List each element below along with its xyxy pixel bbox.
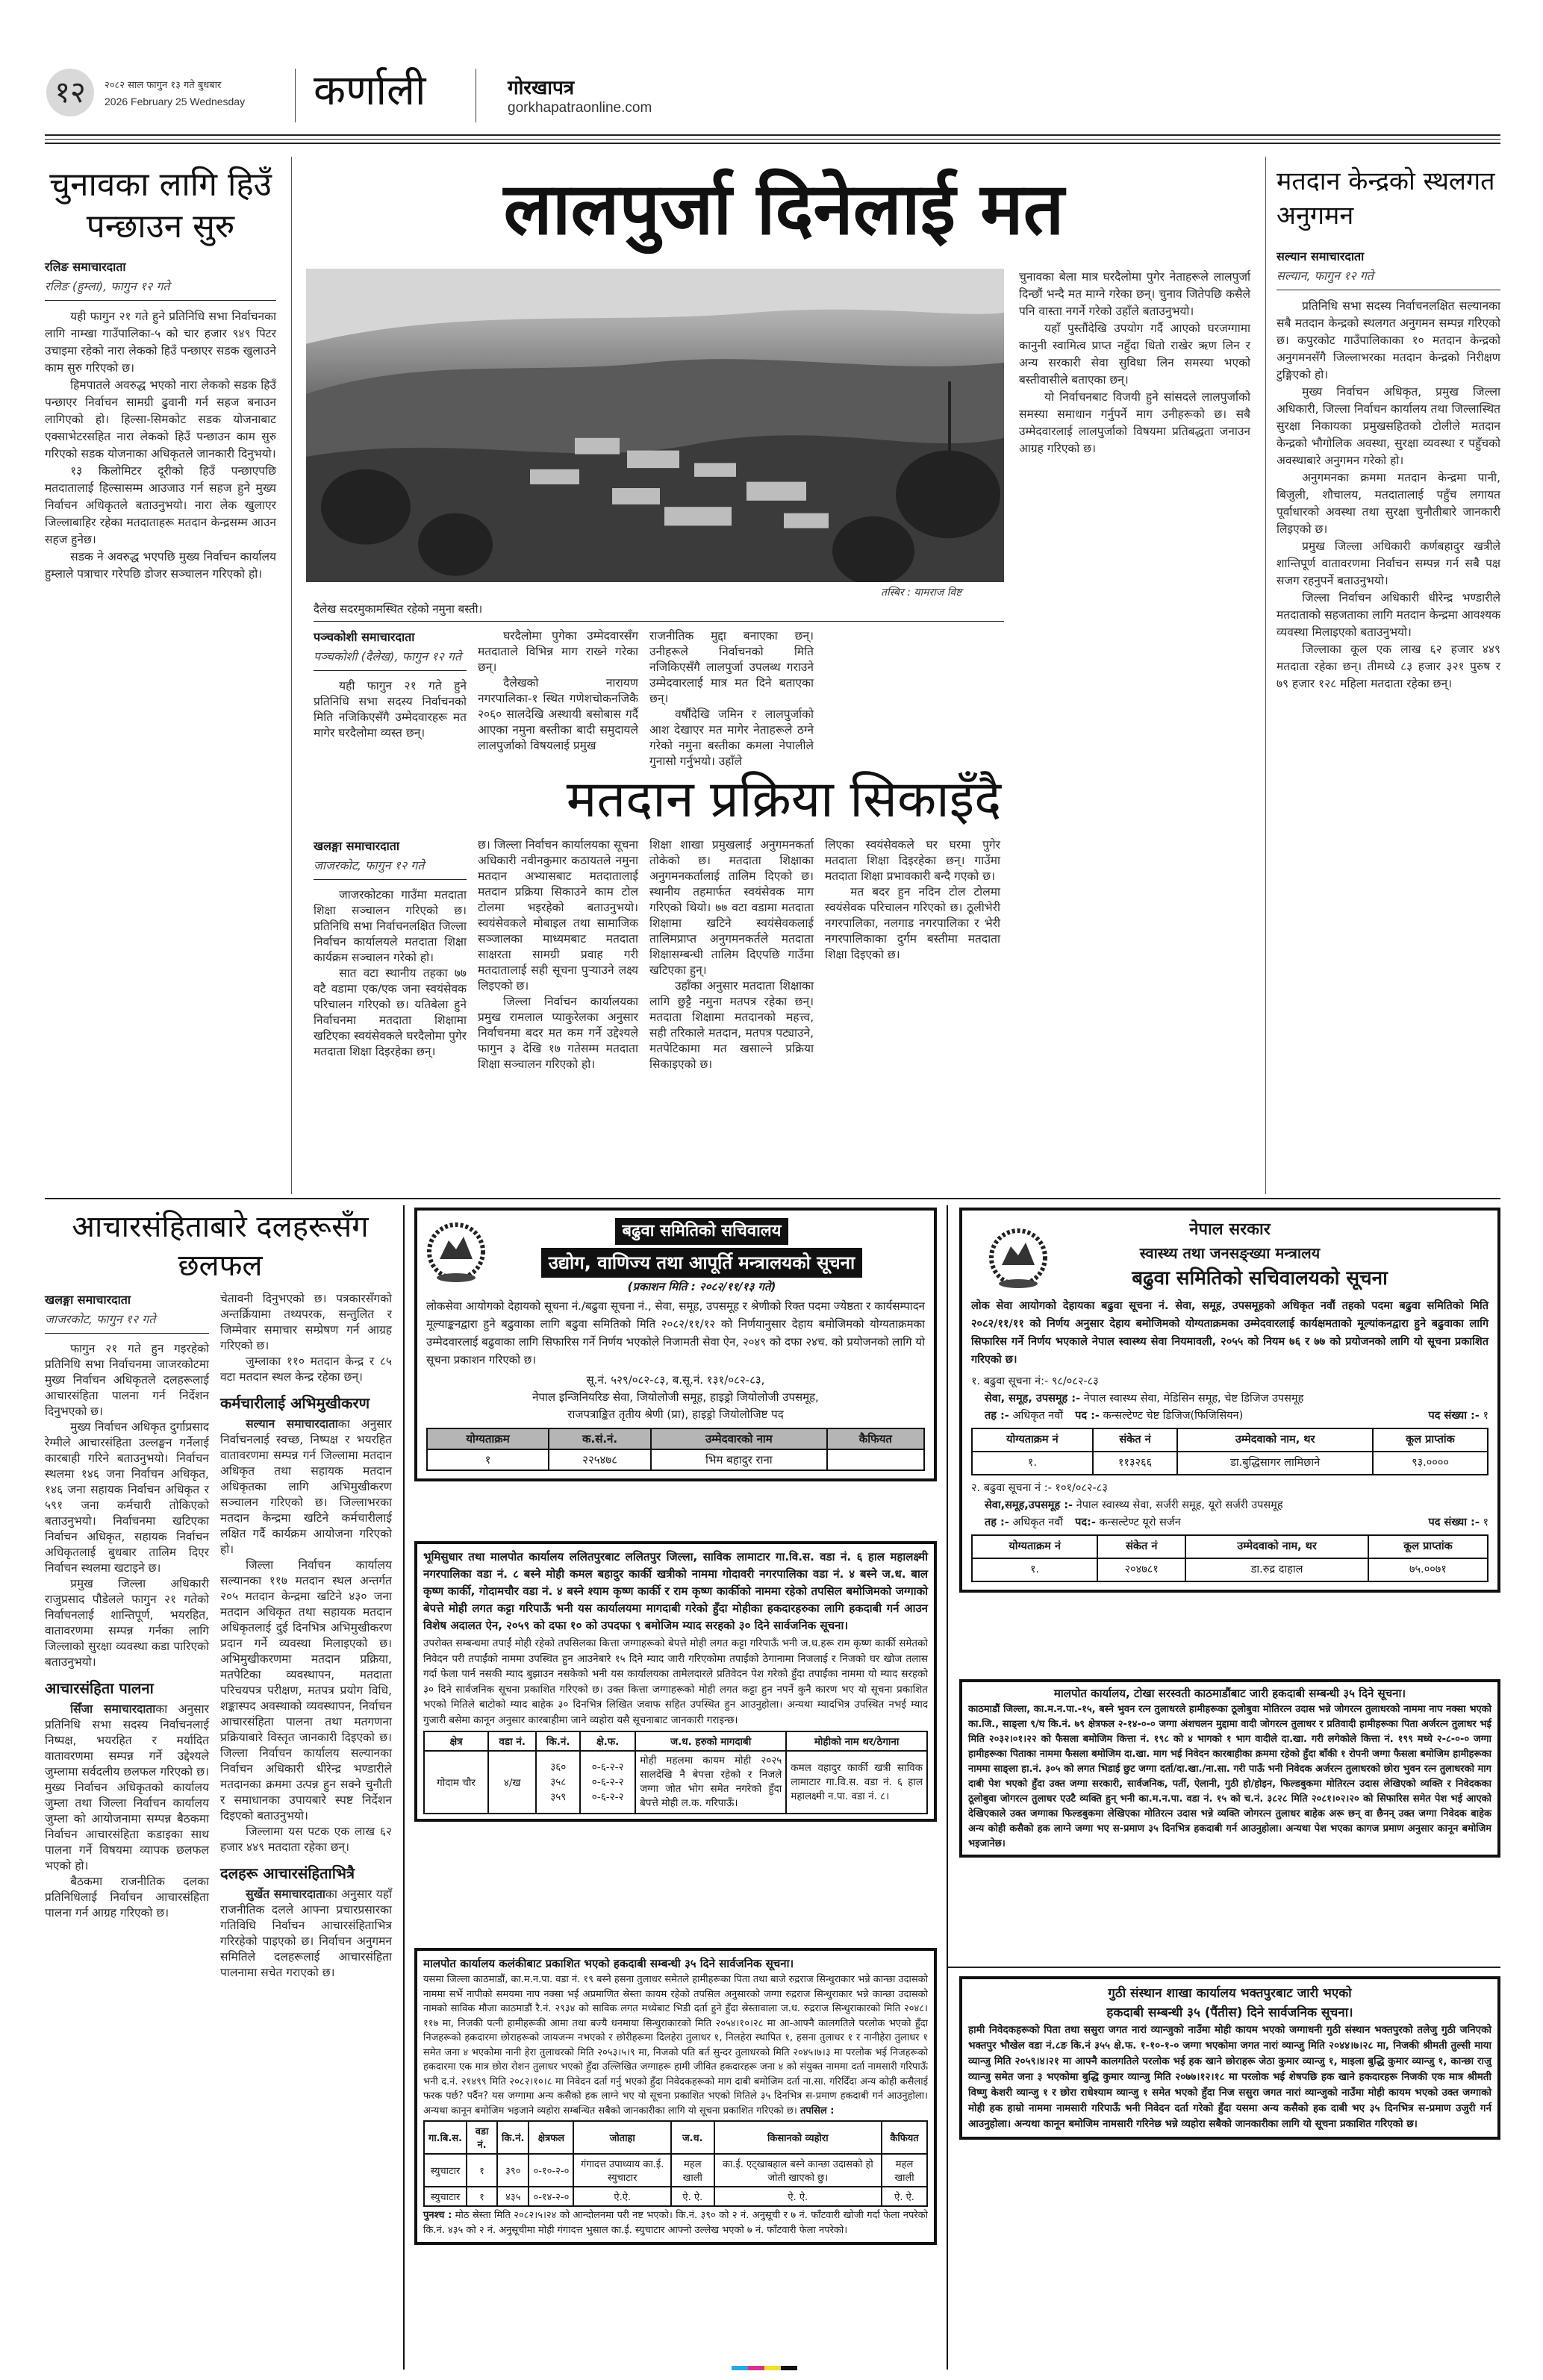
source: सल्यान समाचारदाता xyxy=(246,1417,338,1431)
notice-lalitpur-land-revenue xyxy=(414,1541,937,1822)
column-header: उम्मेदवारको नाम xyxy=(651,1428,827,1449)
table-cell: १ xyxy=(467,2187,497,2206)
table-cell: ऐ.ऐ. xyxy=(573,2187,671,2206)
paragraph xyxy=(45,1702,209,1874)
photo-credit: तस्बिर : यामराज विष्ट xyxy=(881,587,962,599)
table-header-row xyxy=(424,1731,927,1751)
reference-line: नेपाल इन्जिनियरिङ सेवा, जियोलोजी समूह, हाइड्रो जियोलोजी उपसमूह, xyxy=(532,1390,819,1404)
reference-line: सू.नं. ५२९/०८२-८३, ब.सू.नं. १३१/०८२-८३, xyxy=(586,1373,765,1387)
story-voter-col2 xyxy=(478,837,638,1072)
tenant-table xyxy=(423,1731,928,1814)
table-cell: ऐ. ऐ. xyxy=(714,2187,882,2206)
column-header: कूल प्राप्तांक xyxy=(1373,1428,1488,1452)
field-value: कन्सल्टेण्ट चेष्ट डिजिज(फिजिसियन) xyxy=(1103,1410,1244,1422)
table-cell xyxy=(580,1751,635,1814)
column-header: योग्यताक्रम xyxy=(427,1428,549,1449)
field-value: नेपाल स्वास्थ्य सेवा, मेडिसिन समूह, चेष्ट डिजिज उपसमूह xyxy=(1083,1393,1304,1405)
column-header: योग्यताक्रम नं xyxy=(972,1535,1097,1558)
story-voter-col4 xyxy=(825,837,1000,963)
kitta-number: ३५९ xyxy=(550,1791,567,1803)
notice-subtitle: उद्योग, वाणिज्य तथा आपूर्ति मन्त्रालयको सूचना xyxy=(541,1248,862,1278)
headline: चुनावका लागि हिउँ पन्छाउन सुरु xyxy=(49,166,272,246)
table-header-row xyxy=(424,2121,927,2154)
story-voter-col3 xyxy=(649,837,814,1072)
paragraph: मत बदर हुन नदिन टोल टोलमा स्वयंसेवक परिचालन गरिएको छ। ठूलीभेरी नगरपालिका, नलगाड नगरपालिका र भेरी नगरपालिकाका दुर्गम बस्तीमा मतदाता शिक्षा दिइएको छ। xyxy=(825,885,1000,961)
table-cell: ९३.०००० xyxy=(1373,1452,1488,1475)
table-cell: गोदाम चौर xyxy=(424,1751,488,1814)
registration-mark-cyan xyxy=(732,2366,748,2370)
table-cell: १. xyxy=(972,1558,1097,1581)
paragraph: यो निर्वाचनबाट विजयी हुने सांसदले लालपुर्जाको समस्या समाधान गर्नुपर्ने माग उनीहरूको छ। सबै उम्मेदवारलाई लालपुर्जाको विषयमा प्रतिबद्धता जनाउन आग्रह गरिएको छ। xyxy=(1019,390,1250,455)
paragraph: बैठकमा राजनीतिक दलका प्रतिनिधिलाई निर्वाचन आचारसंहिता पालना गर्न आग्रह गरिएको छ। xyxy=(45,1875,209,1920)
column-rule xyxy=(1265,157,1266,1194)
table-header-row xyxy=(427,1428,924,1449)
story-code-col2 xyxy=(220,1291,392,1981)
column-header: ज.ध. हरुको मागदाबी xyxy=(635,1731,786,1751)
field-label: पद संख्या :- xyxy=(1428,1517,1480,1528)
table-cell: भिम बहादुर राना xyxy=(651,1449,827,1470)
table-cell: ४/ख xyxy=(488,1751,536,1814)
table-cell xyxy=(536,1751,580,1814)
candidate-table xyxy=(971,1534,1489,1582)
table-cell: १ xyxy=(467,2154,497,2187)
brand-logo: गोरखापत्र xyxy=(508,77,575,99)
paragraph: सडक ने अवरुद्ध भएपछि मुख्य निर्वाचन कार्यालय हुम्लाले पत्राचार गरेपछि डोजर सञ्चालन गरिएको हो। xyxy=(45,550,276,581)
paragraph xyxy=(220,1887,392,1981)
story-lalpurja-col3 xyxy=(649,628,814,769)
notice-body: काठमाडौं जिल्ला, का.म.न.पा.-१५, बस्ने भुवन रत्न तुलाधरले हामीहरूका ठूलोबुवा मोतिरत्न उदास भन्ने जोगरत्न तुलाधरको नाममा नाप नक्सा भएको का.जि., साङ्ला ९/घ कि.नं. ७९ क्षेत्रफल २-१४-०-० जग्गा अंशचलन मुद्दामा वादी जोगरत्न तुलाधर र प्रतिवादी हामीहरूका पिता अर्जरत्न तुलाधर भई मिति २०३२।०१।२२ को फैसला बमोजिम कित्ता नं. १९८ को ४ भागको १ भाग वादीले दा.खा. गरी लगेकोले कित्ता नं. १९९ मध्ये २-८-०-० जग्गा हामीहरूका पिताका नाममा फैसला बमोजिम दा.खा. माग भई निवेदन कारबाहीका क्रममा रहेको हुँदा बाँकी १ रोपनी जग्गा फैसला बमोजिम हामीहरूका नाममा साङ्ला हा.नं. ३०५ को लगत भिडाई छुट जग्गा दर्ता/दा.खा./ना.सा. गरी पाऊँ भनी निवेदक अर्जरत्न तुलाधरको छोरा भुवन रत्न तुलाधरको माग दाबी पेश भएको हुँदा उक्त जग्गा सरकारी, सार्वजनिक, पर्ती, ऐलानी, गुठी हो/होइन, फिल्डबुकमा मोतिरत्न उदास लेखिएको व्यक्ति र निवेदकका ठूलोबुवा जोगरत्न तुलाधर एउटै व्यक्ति हुन् भनी का.म.न.पा. वडा नं. १५ को च.नं. ३८२८ मिति २०८१।०२।२० को सिफारिस समेत पेश भई आएको देखिएकाले उक्त जग्गाका फिल्डबुकमा लेखिएका मोतिरत्न उदास भन्ने व्यक्ति जोगरत्न तुलाधर बाहेक अरू छन् वा छैनन् उक्त जग्गा निवेदक बाहेक अन्य कोही कसैको हक लाग्ने जग्गा भए स-प्रमाण ३५ दिनभित्र हकदाबी गर्न आउनुहोला। अन्यथा पेश भएका कागज प्रमाण अनुसार कानून बमोजिम भइजानेछ। xyxy=(968,1704,1491,1849)
column-header: किसानको व्यहोरा xyxy=(714,2121,882,2154)
masthead-rule xyxy=(45,139,1500,140)
column-rule xyxy=(403,1205,405,2370)
field-value: अधिकृत नवौं xyxy=(1012,1517,1064,1528)
masthead-divider xyxy=(295,69,296,122)
date-nepali: २०८२ साल फागुन १३ गते बुधबार xyxy=(105,80,222,91)
field-label: तह :- xyxy=(985,1410,1009,1422)
column-header: कूल प्राप्तांक xyxy=(1368,1535,1488,1558)
notice-number: २. बढुवा सूचना नं :- १०१/०८२-८३ xyxy=(971,1482,1108,1494)
paragraph: छ। जिल्ला निर्वाचन कार्यालयका सूचना अधिकारी नवीनकुमार कठायतले नमुना मतदान अभ्यासबाट मतदातालाई मतदान प्रक्रिया सिकाउने काम टोल टोलमा भइरहेको बताउनुभयो। स्वयंसेवकले मोबाइल तथा सामाजिक सञ्जालका माध्यमबाट मतदाता साक्षरता सामग्री प्रवाह गरी मतदातालाई सही सूचना पुर्‍याउने लक्ष्य लिइएको छ। xyxy=(478,838,638,993)
paragraph: चेतावनी दिनुभएको छ। पत्रकारसँगको अन्तर्क्रियामा तथ्यपरक, सन्तुलित र जिम्मेवार समाचार सम्प्रेषण गर्न आग्रह गरिएको छ। xyxy=(220,1292,392,1352)
paragraph: जिल्ला निर्वाचन कार्यालयका प्रमुख रामलाल प्याकुरेलका अनुसार निर्वाचनमा बदर मत कम गर्ने उद्देश्यले फागुन ३ देखि १७ गतेसम्म मतदाता शिक्षा सञ्चालन गरिएको हो। xyxy=(478,995,638,1071)
dateline: रलिङ (हुम्ला), फागुन १२ गते xyxy=(45,278,276,301)
column-header: जोताहा xyxy=(573,2121,671,2154)
notice-body: लोक सेवा आयोगको देहायका बढुवा सूचना नं. सेवा, समूह, उपसमूहको अधिकृत नवौं तहको पदमा बढुवा समितिको मिति २०८२/११/११ को निर्णय अनुसार देहाय बमोजिमको योग्यताक्रमका उम्मेदवारलाई कार्यक्षमताको मूल्यांकनद्वारा हुने बढुवाका लागि सिफारिस गर्ने निर्णय भएकाले नेपाल स्वास्थ्य सेवा नियमावली, २०५५ को नियम ७६ र ७७ को प्रयोजनको लागि यो सूचना प्रकाशित गरिएको छ। xyxy=(971,1300,1489,1366)
dateline: पञ्चकोशी (दैलेख), फागुन १२ गते xyxy=(314,648,467,671)
table-cell: महल खाली xyxy=(671,2154,714,2187)
table-cell: महल खाली xyxy=(882,2154,927,2187)
column-header: क.सं.नं. xyxy=(549,1428,651,1449)
notice-heading: भूमिसुधार तथा मालपोत कार्यालय ललितपुरबाट ललितपुर जिल्ला, साविक लामाटार गा.वि.स. वडा नं. ६ हाल महालक्ष्मी नगरपालिका वडा नं. ८ बस्ने मोही कमल बहादुर कार्की खत्रीको नाममा गोदावरी नगरपालिका वडा नं. ४ बस्ने ज.ध. बाल कृष्ण कार्की, गोदामचौर वडा नं. ४ बस्ने श्याम कृष्ण कार्की र राम कृष्ण कार्कीको नाममा रहेको तपसिल बमोजिमको जग्गाको बेपत्ते मोही लगत कट्टा गरिपाऊँ भनी यस कार्यालयमा मागदाबी गरेको हुँदा मोहीका हकदारहरुका लागि हकदाबी गर्न आउन विशेष अदालत ऐन, २०५९ को दफा १० को उपदफा ९ बमोजिम म्याद सरहको ३० दिने सार्वजनिक सूचना। xyxy=(423,1550,928,1632)
table-cell: ११३२६६ xyxy=(1093,1452,1178,1475)
area-value: ०-६-२-२ xyxy=(591,1776,624,1788)
column-header: उम्मेदवाको नाम, थर xyxy=(1185,1535,1368,1558)
paragraph: मुख्य निर्वाचन अधिकृत, प्रमुख जिल्ला अधिकारी, जिल्ला निर्वाचन कार्यालय तथा जिल्लास्थित सुरक्षा निकायका प्रमुखसहितको टोलीले मतदान केन्द्रको भौगोलिक अवस्था, सुरक्षा व्यवस्था र पहुँचको अवस्थाबारे अनुगमन गरेको हो। xyxy=(1277,385,1500,467)
paragraph: चुनावका बेला मात्र घरदैलोमा पुगेर नेताहरूले लालपुर्जा दिन्छौं भन्दै मत माग्ने गरेका छन्। चुनाव जितेपछि कसैले पनि वास्ता नगर्ने गरेको उहाँले बताउनुभयो। xyxy=(1019,270,1250,318)
column-header: कैफियत xyxy=(827,1428,924,1449)
page-number: १२ xyxy=(46,69,94,116)
article-body xyxy=(45,308,276,583)
section-name: कर्णाली xyxy=(314,66,426,115)
paragraph: मुख्य निर्वाचन अधिकृत दुर्गाप्रसाद रेग्मीले आचारसंहिता उल्लङ्घन गर्नेलाई कारबाही गरिने बताउनुभयो। निर्वाचन स्थलमा १४६ जना निर्वाचन अधिकृत, १४६ जना सहायक निर्वाचन अधिकृत र ५९१ जना कर्मचारी तोकिएको बताउनुभयो। निर्वाचनमा खटिएका निर्वाचन अधिकृत, सहायक निर्वाचन अधिकृतलाई बुधबार तालिम दिएर निर्वाचन स्थलमा खटाइने छ। xyxy=(45,1420,209,1575)
notice-tokha-land-revenue xyxy=(959,1679,1500,1858)
table-cell: १. xyxy=(972,1452,1093,1475)
table-header-row xyxy=(972,1535,1488,1558)
story-code xyxy=(45,1208,396,1285)
paragraph-text: का अनुसार निर्वाचनलाई स्वच्छ, निष्पक्ष र भयरहित वातावरणमा सम्पन्न गर्न जिल्लामा मतदान अधिकृत तथा सहायक मतदान अधिकृतका लागि अभिमुखीकरण सञ्चालन गरिएको छ। जिल्लाभरका मतदान केन्द्रमा खटिने कर्मचारीलाई लक्षित गर्दै कार्यक्रम आयोजना गरिएको हो। xyxy=(220,1417,392,1556)
table-cell: १ xyxy=(427,1449,549,1470)
postscript xyxy=(423,2208,928,2237)
subhead: दलहरू आचारसंहिताभित्रै xyxy=(220,1864,355,1882)
byline: रलिङ समाचारदाता xyxy=(45,260,126,274)
promotion-item xyxy=(971,1480,1489,1582)
table-cell: स्युचाटार xyxy=(424,2154,467,2187)
field-value: १ xyxy=(1483,1410,1489,1422)
headline: आचारसंहिताबारे दलहरूसँग छलफल xyxy=(72,1210,369,1283)
table-cell: ४३५ xyxy=(497,2187,529,2206)
column-header: क्षे.फ. xyxy=(580,1731,635,1751)
registration-mark-yellow xyxy=(764,2366,781,2370)
notice-number: १. बढुवा सूचना नं:- ९८/०८२-८३ xyxy=(971,1375,1099,1387)
table-cell: कमल वहादुर कार्की खत्री साविक लामाटार गा.वि.स. वडा नं. ६ हाल महालक्ष्मी न.पा. वडा नं. ८। xyxy=(786,1751,927,1814)
notice-guthi-bhaktapur xyxy=(959,1976,1500,2140)
reference-line: राजपत्राङ्कित तृतीय श्रेणी (प्रा), हाइड्रो जियोलोजिष्ट पद xyxy=(567,1408,784,1421)
field-value: अधिकृत नवौं xyxy=(1012,1410,1064,1422)
paragraph: अनुगमनका क्रममा मतदान केन्द्रमा पानी, बिजुली, शौचालय, मतदातालाई पहुँच लगायत पूर्वाधारको अवस्था तथा सुरक्षा चुनौतीबारे जानकारी लिइएको छ। xyxy=(1277,471,1500,536)
notice-body xyxy=(423,1973,928,2118)
table-cell: ०-१४-२-० xyxy=(529,2187,573,2206)
candidate-table xyxy=(426,1428,925,1471)
notice-title: नेपाल सरकार xyxy=(1189,1220,1271,1239)
field-value: १ xyxy=(1483,1517,1489,1528)
nepal-emblem-icon xyxy=(988,1224,1048,1291)
table-cell: का.ई. एट्खाबहाल बस्ने कान्छा उदासको हो जोती खाएको छु। xyxy=(714,2154,882,2187)
byline: सल्यान समाचारदाता xyxy=(1277,249,1365,263)
field-value: कन्सल्टेण्ट यूरो सर्जन xyxy=(1099,1517,1181,1528)
field-label: सेवा, समूह, उपसमूह :- xyxy=(985,1393,1081,1405)
land-table xyxy=(423,2120,928,2207)
section-rule xyxy=(948,1967,1500,1968)
source: सिँजा समाचारदाता xyxy=(70,1702,156,1716)
column-header: मोहीको नाम थर/ठेगाना xyxy=(786,1731,927,1751)
notice-title-main: बढुवा समितिको सचिवालयको सूचना xyxy=(1132,1267,1388,1290)
paragraph: १३ किलोमिटर दूरीको हिउँ पन्छाएपछि मतदातालाई हिल्सासम्म आउजाउ गर्न सहज हुने मुख्य निर्वाचन अधिकृतले बताउनुभयो। नारा लेक खुलाएर जिल्लाबाहिर रहेका मतदाताहरू मतदान केन्द्रसम्म आउन सहज हुनेछ। xyxy=(45,464,276,546)
byline: खलङ्गा समाचारदाता xyxy=(45,1293,131,1307)
column-header: ज.ध. xyxy=(671,2121,714,2154)
story-lalpurja-col2 xyxy=(478,628,638,754)
paragraph: प्रतिनिधि सभा सदस्य निर्वाचनलक्षित सल्यानका सबै मतदान केन्द्रको स्थलगत अनुगमन सम्पन्न गरिएको छ। कपुरकोट गाउँपालिकाका १० मतदान केन्द्रको अनुगमनसँगै जिल्लाभरका मतदान केन्द्रको निरीक्षण टुङ्गिएको हो। xyxy=(1277,299,1500,381)
table-header-row xyxy=(972,1428,1488,1452)
subhead: आचारसंहिता पालना xyxy=(45,1679,154,1697)
paragraph: प्रमुख जिल्ला अधिकारी कर्णबहादुर खत्रीले शान्तिपूर्ण वातावरणमा निर्वाचन सम्पन्न गर्न सबै पक्ष सजग रहनुपर्ने बताउनुभयो। xyxy=(1277,540,1500,587)
headline-voter-education: मतदान प्रक्रिया सिकाइँदै xyxy=(566,770,1002,829)
masthead-rule xyxy=(45,143,1500,144)
column-header: संकेत नं xyxy=(1093,1428,1178,1452)
paragraph: जिल्लामा यस पटक एक लाख ६२ हजार ४४९ मतदाता रहेका छन्। xyxy=(220,1825,392,1854)
paragraph: यहाँ पुस्तौंदेखि उपयोग गर्दै आएको घरजग्गामा कानुनी स्वामित्व प्राप्त नहुँदा धितो राखेर ऋण लिन र अन्य सरकारी सेवा सुविधा लिन समस्या भएको बस्तीवासीले बताएका छन्। xyxy=(1019,322,1250,387)
column-header: कैफियत xyxy=(882,2121,927,2154)
paragraph: प्रमुख जिल्ला अधिकारी राजुप्रसाद पौडेलले फागुन २१ गतेको निर्वाचनलाई शान्तिपूर्ण, भयरहित, वातावरणमा सम्पन्न गर्नका लागि जिल्लाको सुरक्षा व्यवस्था कडा पारिएको बताउनुभयो। xyxy=(45,1577,209,1669)
publication-date: (प्रकाशन मिति : २०८२/११/१३ गते) xyxy=(627,1280,776,1293)
notice-subtitle: स्वास्थ्य तथा जनसङ्ख्या मन्त्रालय xyxy=(1139,1244,1321,1262)
main-headline: लालपुर्जा दिनेलाई मत xyxy=(503,166,1064,251)
dateline: जाजरकोट, फागुन १२ गते xyxy=(45,1311,209,1334)
story-code-col1 xyxy=(45,1291,209,1921)
paragraph: सात वटा स्थानीय तहका ७७ वटै वडामा एक/एक जना स्वयंसेवक परिचालन गरिएको छ। यतिबेला हुने निर्वाचनमा मतदाता शिक्षामा खटिएका स्वयंसेवकले घरदैलोमा पुगेर मतदाता शिक्षा दिइरहेका छन्। xyxy=(314,966,467,1058)
paragraph: उहाँका अनुसार मतदाता शिक्षाका लागि छुट्टै नमुना मतपत्र रहेका छन्। मतदाता शिक्षामा मतदानको महत्त्व, सही तरिकाले मतदान, मतपत्र पट्याउने, मतपेटिकामा मत खसाल्ने प्रक्रिया सिकाइएको छ। xyxy=(649,979,814,1071)
notice-subheading: हकदाबी सम्बन्धी ३५ (पैंतीस) दिने सार्वजनिक सूचना। xyxy=(1106,2005,1353,2020)
column-header: वडा नं. xyxy=(467,2121,497,2154)
paragraph: जुम्लाका ११० मतदान केन्द्र र ८५ वटा मतदान स्थल केन्द्र रहेका छन्। xyxy=(220,1355,392,1384)
field-label: पद संख्या :- xyxy=(1428,1410,1480,1422)
paragraph: शिक्षा शाखा प्रमुखलाई अनुगमनकर्ता तोकेको छ। मतदाता शिक्षाका अनुगमनकर्तालाई तालिम दिएको छ। स्थानीय तहमार्फत स्वयंसेवक माग गरिएको थियो। ७७ वटा वडामा मतदाता शिक्षामा खटिने स्वयंसेवकलाई तालिमप्राप्त अनुगमनकर्तले मतदाता शिक्षासम्बन्धी तालिम दिएपछि गाउँमा खटिएका हुन्। xyxy=(649,838,814,977)
table-cell: ऐ. ऐ. xyxy=(671,2187,714,2206)
section-rule xyxy=(45,1198,1500,1199)
column-header: गा.बि.स. xyxy=(424,2121,467,2154)
notice-body: लोकसेवा आयोगको देहायको सूचना नं./बढुवा सूचना नं., सेवा, समूह, उपसमूह र श्रेणीको रिक्त पदमा ज्येष्ठता र कार्यसम्पादन मूल्याङ्कनद्वारा हुने बढुवाका लागि बढुवा समितिको मिति २०८२/११/१२ को निर्णयानुसार देहाय बमोजिमको योग्यताक्रमका उम्मेदवारलाई बढुवाका लागि सिफारिस गर्ने निर्णय भएकोले निजामती सेवा ऐन, २०४९ को दफा २४च. को प्रयोजनको लागि यो सूचना प्रकाशन गरिएको छ। xyxy=(426,1299,925,1367)
notice-health-ministry xyxy=(959,1208,1500,1593)
paragraph: वर्षौंदेखि जमिन र लालपुर्जाको आश देखाएर मत मागेर नेताहरूले ठग्ने गरेको नमुना बस्तीका कमला नेपालीले गुनासो गर्नुभयो। उहाँले xyxy=(649,708,814,768)
byline: पञ्चकोशी समाचारदाता xyxy=(314,630,415,644)
field-label: पद :- xyxy=(1075,1410,1100,1422)
notice-title: बढुवा समितिको सचिवालय xyxy=(615,1218,789,1245)
masthead-rule xyxy=(45,134,1500,136)
table-row xyxy=(427,1449,924,1470)
notice-body: हामी निवेदकहरूको पिता तथा ससुरा जगत नारां व्यान्जुको नाउँमा मोही कायम भएको जग्गाधनी गुठी संस्थान भक्तपुरको तलेजु गुठी जनिएको भक्तपुर भौखेल वडा नं.८ङ कि.नं ३५५ क्षे.फ. १-१०-१-० जग्गा भएकोमा जगत नारां व्यान्जु मिति २०४४।७।२८ मा, निजकी श्रीमती तुल्सी माया व्यान्जु मिति २०५९।४।२१ मा आफ्नै कालगतिले परलोक भई हक खाने छोराहरू जेठा कुमार व्यान्जु १, माइला बुद्धि कुमार व्यान्जु १, कान्छा राजु व्यान्जु समेत जना ३ भएकोमा बुद्धि कुमार व्यान्जु मिति २०७७।१२।१८ मा परलोक भई शेषपछि हक खाने हकदारहरू निजकी एक मात्र श्रीमती विष्णु केशरी व्यान्जु १ र छोरा राधेश्याम व्यान्जु १ समेत भएको हुँदा निज ससुरा जगत नारां व्यान्जुको नाउँमा मोही कायम भएको उक्त जग्गाको मोही हक हाम्रो नाममा नामसारी गरिपाऊँ भनी निवेदन दर्ता गरेको हुँदा यसमा अन्य कसैको हक दाबी भए ३५ दिनभित्र स-प्रमाण उजुरी गर्न आउनुहोला। अन्यथा कानून बमोजिम नामसारी गरिनेछ भन्ने व्यहोरा सबैको जानकारीका लागि यो सूचना प्रकाशित गरिएको छ। xyxy=(968,2024,1491,2130)
paragraph: लिएका स्वयंसेवकले घर घरमा पुगेर मतदाता शिक्षा दिइरहेका छन्। गाउँमा मतदाता शिक्षा प्रभावकारी बन्दै गएको छ। xyxy=(825,838,1000,883)
field-value: नेपाल स्वास्थ्य सेवा, सर्जरी समूह, यूरो सर्जरी उपसमूह xyxy=(1076,1499,1283,1511)
field-label: पद:- xyxy=(1075,1517,1096,1528)
paragraph: दैलेखको नारायण नगरपालिका-१ स्थित गणेशचोकनजिकै २०६० सालदेखि अस्थायी बसोबास गर्दै आएका नमुना बस्तीका बादी समुदायले लालपुर्जाको विषयलाई प्रमुख xyxy=(478,676,638,752)
story-lalpurja-col1 xyxy=(314,628,467,741)
subhead: कर्मचारीलाई अभिमुखीकरण xyxy=(220,1394,370,1412)
area-value: ०-६-२-२ xyxy=(591,1761,624,1773)
table-row xyxy=(424,2154,927,2187)
paragraph: जिल्ला निर्वाचन अधिकारी धीरेन्द्र भण्डारीले मतदाताको सहजताका लागि मतदान केन्द्रमा आवश्यक व्यवस्था मिलाइएको बताउनुभयो। xyxy=(1277,591,1500,639)
kitta-number: ३५८ xyxy=(550,1776,567,1788)
column-header: वडा नं. xyxy=(488,1731,536,1751)
source: सुर्खेत समाचारदाता xyxy=(246,1887,325,1901)
notice-heading: गुठी संस्थान शाखा कार्यालय भक्तपुरबाट जारी भएको xyxy=(1108,1986,1352,2001)
table-cell: ३९० xyxy=(497,2154,529,2187)
paragraph: राजनीतिक मुद्दा बनाएका छन्। उनीहरूले निर्वाचनको मिति नजिकिएसँगै लालपुर्जा उपलब्ध गराउने उम्मेदवारलाई मात्र मत दिने बताएका छन्। xyxy=(649,629,814,705)
paragraph-text: का अनुसार यहाँ राजनीतिक दलले आफ्ना प्रचारप्रसारका गतिविधि निर्वाचन आचारसंहिताभित्र गरिरहेको पाइएको छ। निर्वाचन अनुगमन समितिले दलहरूलाई आचारसंहिता पालनामा सचेत गराएको छ। xyxy=(220,1887,392,1979)
postscript-label: पुनश्च : xyxy=(423,2210,452,2221)
notice-kalanki-land-revenue xyxy=(414,1948,937,2245)
date-english: 2026 February 25 Wednesday xyxy=(105,96,246,107)
news-photo xyxy=(306,269,1004,582)
field-label: तह :- xyxy=(985,1517,1009,1528)
table-cell: डा.बुद्धिसागर लामिछाने xyxy=(1177,1452,1373,1475)
notice-body-text: यसमा जिल्ला काठमाडौं, का.म.न.पा. वडा नं. १९ बस्ने हसना तुलाधर समेतले हामीहरूका पिता तथा बाजे रुद्रराज सिन्धुराकार भन्ने कान्छा उदासको नाममा सर्भे नापीको समयमा नाप नक्सा भई अप्रमाणित स्रेस्ता कायम रहेको तपसिल अनुसारको जग्गा रुद्रराज सिन्धुराकार भन्ने कान्छा उदासको नामको साविक मौजा काठमाडौं रै.नं. २९३४ को साविक लगत मध्येबाट भिडी दर्ता हुने हुँदा स्रेस्तावाला ज.ध. रुद्रराज सिन्धुराकारको मिति २०४८।११७ मा, निजकी पत्नी हामीहरूकी आमा तथा बज्यै धनमाया सिन्धुराकारको मिति २०५४।१०।२८ मा आ-आफ्नै कालगतिले परलोक भएको हुँदा निजहरूको हकदारमा छोराहरूको जायजन्म नभएको र छोरीहरूमा दिलहेरा तुलाधर १, निलहेरा स्थापित १, हसना तुलाधर १ र नानीहेरा तुलाधर १ समेत जना ४ भएकोमा नानी हेरा तुलाधरको मिति २०५३।५।९ मा, निजको पति बर्त सुन्दर तुलाधरको मिति २०४५।७।३ मा परलोक भई निजहरूको हकदारमा एक मात्र छोरा रोशन तुलाधर भएको हुँदा उल्लिखित जग्गाहरू हामी जीवित हकदारहरू जना ४ को संयुक्त नाममा दर्ता नामसारी गरिपाऊँ भनी द.नं. २१४९९ मिति २०८२।१०।८ मा निवेदन दर्ता गर्नु भएको हुँदा निवेदकहरूको माग दाबी बमोजिम दर्ता ना.सा. गरिदिँदा अन्य कोही कसैलाई फरक पर्छ? पर्दैन? यस जग्गामा अन्य कसैको हक लाग्ने भए यो सूचना प्रकाशित भएको मितिले ३५ दिनभित्र स-प्रमाण हकदाबी गर्न आउनुहोला। अन्यथा कानून बमोजिम भइजाने व्यहोरा सम्बन्धित सबैको जानकारीका लागि यो सूचना प्रकाशित गरिएको छ। xyxy=(423,1974,928,2117)
paragraph: यही फागुन २१ गते हुने प्रतिनिधि सभा सदस्य निर्वाचनको मिति नजिकिएसँगै उम्मेदवारहरू मत मागेर घरदैलोमा व्यस्त छन्। xyxy=(314,679,467,740)
table-row xyxy=(972,1452,1488,1475)
field-label: सेवा,समूह,उपसमूह :- xyxy=(985,1499,1073,1511)
postscript-text: मोठ स्रेस्ता मिति २०८२।५।२४ को आन्दोलनमा परी नष्ट भएको। कि.नं. ३९० को २ नं. अनुसूची र ७ नं. फाँटवारी खोजी गर्दा फेला नपरेको कि.नं. ४३५ को २ नं. अनुसूचीमा मोही गंगादत्त भुसाल का.ई. स्युचाटार आफ्नो उल्लेख भएको ७ नं. फाँटवारी फेला नपरेको। xyxy=(423,2210,929,2236)
table-cell: डा.रुद्र दाहाल xyxy=(1185,1558,1368,1581)
table-cell: ०-१०-२-० xyxy=(529,2154,573,2187)
paragraph: जिल्लाका कूल एक लाख ६२ हजार ४४९ मतदाता रहेका छन्। तीमध्ये ८३ हजार ३२१ पुरुष र ७९ हजार १२८ महिला मतदाता रहेका छन्। xyxy=(1277,643,1500,690)
area-value: ०-६-२-२ xyxy=(591,1791,624,1803)
table-cell: ७५.००७१ xyxy=(1368,1558,1488,1581)
table-cell: २२५४७८ xyxy=(549,1449,651,1470)
dateline: सल्यान, फागुन १२ गते xyxy=(1277,267,1500,290)
table-cell xyxy=(827,1449,924,1470)
column-header: उम्मेदवाको नाम, थर xyxy=(1177,1428,1373,1452)
caption-rule xyxy=(314,621,1004,622)
story-lalpurja-col4 xyxy=(1019,269,1250,457)
column-header: कि.नं. xyxy=(497,2121,529,2154)
kitta-number: ३६० xyxy=(550,1761,567,1773)
photo-caption: दैलेख सदरमुकामस्थित रहेको नमुना बस्ती। xyxy=(314,602,483,616)
hillside-settlement-image xyxy=(306,269,1004,582)
table-cell: गंगादत्त उपाध्याय का.ई. स्युचाटार xyxy=(573,2154,671,2187)
headline: मतदान केन्द्रको स्थलगत अनुगमन xyxy=(1277,166,1495,231)
paragraph: जिल्ला निर्वाचन कार्यालय सल्यानका ११७ मतदान स्थल अन्तर्गत २०५ मतदान केन्द्रमा खटिने ४३० जना मतदान अधिकृत तथा सहायक मतदान अधिकृतलाई दुई दिनभित्र अभिमुखीकरण प्रदान गर्ने व्यवस्था मिलाइएको छ। अभिमुखीकरणमा मतदान प्रक्रिया, मतपेटिका व्यवस्थापन, मतदाता परिचयपत्र परीक्षण, मतपत्र प्रयोग विधि, शङ्कास्पद अवस्थाको व्यवस्थापन, निर्वाचन आचारसंहिता पालना तथा मतगणना प्रक्रियाबारे विस्तृत जानकारी दिइएको छ। जिल्ला निर्वाचन कार्यालय सल्यानका निर्वाचन अधिकारी धीरेन्द्र भण्डारीले मतदानका क्रममा उत्पन्न हुन सक्ने चुनौती र समाधानका उपायबारे स्पष्ट निर्देशन दिइएको बताउनुभयो। xyxy=(220,1558,392,1823)
paragraph-text: का अनुसार प्रतिनिधि सभा सदस्य निर्वाचनलाई निष्पक्ष, भयरहित र मर्यादित वातावरणमा सम्पन्न गर्ने उद्देश्यले जुम्लामा सर्वदलीय छलफल गरिएको छ। मुख्य निर्वाचन अधिकृतको कार्यालय जुम्ला तथा जिल्ला निर्वाचन कार्यालय जुम्ला को आयोजनामा सम्पन्न बैठकमा निर्वाचन आचारसंहिता कडाइका साथ पालना गर्ने विषयमा व्यापक छलफल भएको हो। xyxy=(45,1702,209,1873)
column-rule xyxy=(947,1205,948,2370)
story-snow xyxy=(45,164,276,583)
registration-mark-black xyxy=(781,2366,797,2370)
column-header: कि.नं. xyxy=(536,1731,580,1751)
column-rule xyxy=(291,157,292,1194)
table-row xyxy=(424,2187,927,2206)
paragraph: घरदैलोमा पुगेका उम्मेदवारसँग मतदाताले विभिन्न माग राख्ने गरेका छन्। xyxy=(478,629,638,674)
byline: खलङ्गा समाचारदाता xyxy=(314,839,400,853)
column-header: संकेत नं xyxy=(1097,1535,1185,1558)
paragraph: फागुन २१ गते हुन गइरहेको प्रतिनिधि सभा निर्वाचनमा जाजरकोटमा मुख्य निर्वाचन अधिकृतले दलहरूलाई आचारसंहिता पालना गर्न निर्देशन दिनुभएको छ। xyxy=(45,1342,209,1418)
notice-heading: मालपोत कार्यालय कलंकीबाट प्रकाशित भएको हकदाबी सम्बन्धी ३५ दिने सार्वजनिक सूचना। xyxy=(423,1957,794,1970)
paragraph: यही फागुन २१ गते हुने प्रतिनिधि सभा निर्वाचनका लागि नाम्खा गाउँपालिका-५ को चार हजार ९४९ पिटर उचाइमा रहेको नारा लेकको हिउँ पन्छाएर सडक खुलाउने काम सुरु गरिएको छ। xyxy=(45,310,276,375)
paragraph xyxy=(220,1417,392,1558)
notice-heading: मालपोत कार्यालय, टोखा सरस्वती काठमाडौंबाट जारी हकदाबी सम्बन्धी ३५ दिने सूचना। xyxy=(1053,1687,1406,1700)
story-monitoring xyxy=(1277,164,1500,693)
brand-url[interactable]: gorkhapatraonline.com xyxy=(508,100,652,116)
notice-industry-ministry xyxy=(414,1208,937,1481)
dateline: जाजरकोट, फागुन १२ गते xyxy=(314,857,467,880)
schedule-label: तपसिल : xyxy=(800,2105,835,2117)
notice-body: उपरोक्त सम्बन्धमा तपाईं मोही रहेको तपसिलका कित्ता जग्गाहरूको बेपत्ते मोही लगत कट्टा गरिपाऊँ भनी ज.ध.हरू राम कृष्ण कार्की समेतको निवेदन परी तपाईंको नाममा उपस्थित हुन आउनेबारे १५ दिने म्याद जारी गरिएकोमा तपाईंको ठेगानामा निजलाई र निजको घर खोज तलास गर्दा फेला पार्न नसकी म्याद बुझाउन नसकेको भनी यस कार्यालयका तामेलदारले प्रतिवेदन पेश गरेको हुँदा तपाईंका नाममा यो म्याद सरहको ३० दिने सार्वजनिक सूचना प्रकाशित गरिएको छ। उक्त कित्ता जग्गाहरूको मोही लगत कट्टा हुन नपर्ने कुनै कारण भए यो सूचना प्रकाशित भएको मितिले बाटोको म्याद बाहेक ३० दिनभित्र लिखित जवाफ सहित उपस्थित हुन आउनुहोला। अन्यथा म्यादभित्र उपस्थित नभई म्याद गुजारी बसेमा कानून अनुसार कारबाहीमा जाने व्यहोरा यसै सूचनाबाट जानकारी गराइन्छ। xyxy=(423,1637,928,1726)
table-cell: स्युचाटार xyxy=(424,2187,467,2206)
nepal-emblem-icon xyxy=(426,1218,486,1285)
table-row xyxy=(424,1751,927,1814)
registration-mark-magenta xyxy=(748,2366,764,2370)
story-voter-col1 xyxy=(314,837,467,1060)
promotion-item xyxy=(971,1373,1489,1475)
paragraph: जाजरकोटका गाउँमा मतदाता शिक्षा सञ्चालन गरिएको छ। प्रतिनिधि सभा निर्वाचनलक्षित जिल्ला निर्वाचन कार्यालयले मतदाता शिक्षा कार्यक्रम सञ्चालन गरेको हो। xyxy=(314,888,467,964)
table-row xyxy=(972,1558,1488,1581)
table-cell: ऐ. ऐ. xyxy=(882,2187,927,2206)
candidate-table xyxy=(971,1428,1489,1475)
column-header: क्षेत्रफल xyxy=(529,2121,573,2154)
table-cell: २०४७८१ xyxy=(1097,1558,1185,1581)
column-header: योग्यताक्रम नं xyxy=(972,1428,1093,1452)
paragraph: हिमपातले अवरुद्ध भएको नारा लेकको सडक हिउँ पन्छाएर निर्वाचन सामग्री ढुवानी गर्न सहज बनाउन लागिएको हो। हिल्सा-सिमकोट सडक योजनाबाट एक्साभेटरसहित नारा लेकको हिउँ पन्छाउन काम सुरु गरिएको सडक योजनाका अधिकृतले जानकारी दिनुभयो। xyxy=(45,378,276,460)
table-cell: मोही महलमा कायम मोही २०२५ सालदेखि नै बेपत्ता रहेको र निजले जग्गा जोत भोग समेत नगरेको हुँदा बेपत्ते मोही ल.क. गरिपाऊँ। xyxy=(635,1751,786,1814)
column-header: क्षेत्र xyxy=(424,1731,488,1751)
